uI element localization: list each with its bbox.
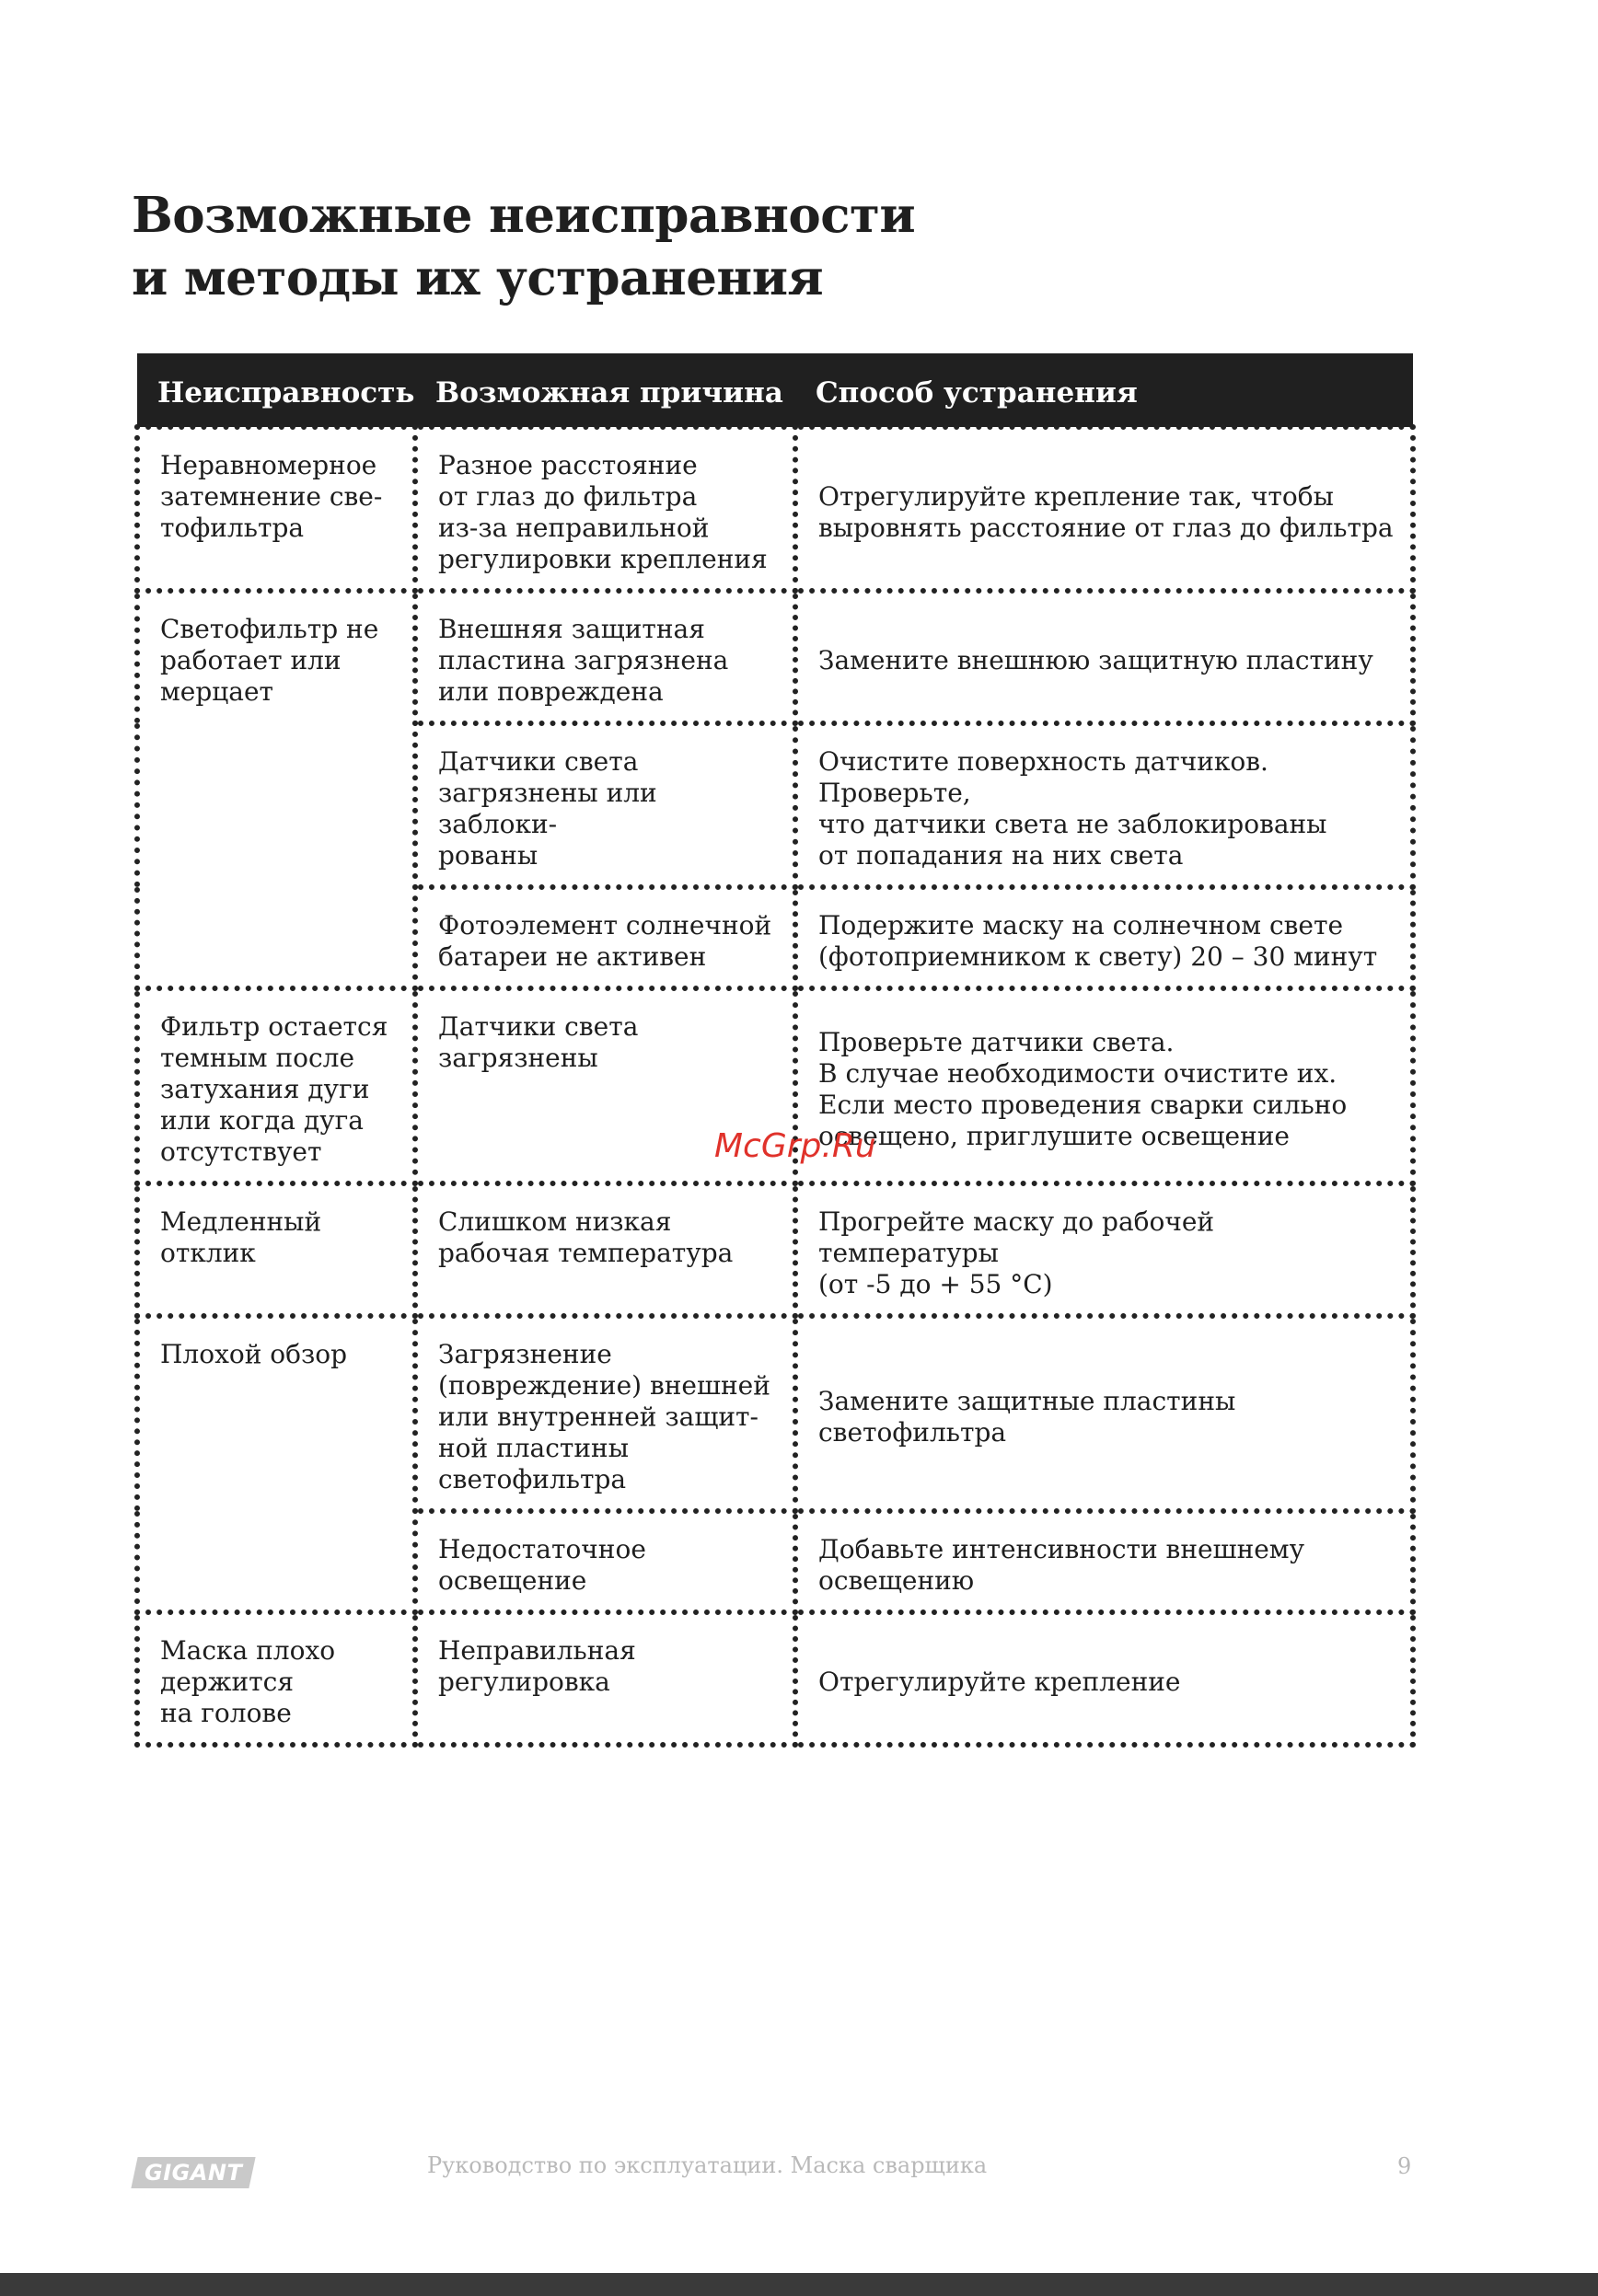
solution-cell: Добавьте интенсивности внешнему освещению	[795, 1511, 1413, 1612]
table-row	[137, 1612, 1413, 1745]
header-fault: Неисправность	[137, 353, 415, 427]
cause-cell: Неправильная регулировка	[415, 1612, 795, 1745]
cause-cell: Разное расстояние от глаз до фильтра из-за неправильной регулировки крепления	[415, 427, 795, 591]
fault-cell: Маска плохо держится на голове	[137, 1612, 415, 1745]
page-title-line-2: и методы их устранения	[132, 249, 824, 306]
table-row	[137, 1316, 1413, 1511]
cause-cell: Фотоэлемент солнечной батареи не активен	[415, 887, 795, 988]
fault-cell: Плохой обзор	[137, 1316, 415, 1612]
page-title	[132, 184, 1236, 309]
solution-cell: Очистите поверхность датчиков. Проверьте, что датчики света не заблокированы от попадания на них света	[795, 723, 1413, 887]
cause-cell: Слишком низкая рабочая температура	[415, 1183, 795, 1316]
watermark: McGrp.Ru	[714, 1127, 876, 1165]
footer-title: Руководство по эксплуатации. Маска сварщика	[427, 2152, 988, 2178]
brand-logo	[131, 2157, 255, 2188]
solution-cell: Замените защитные пластины светофильтра	[795, 1316, 1413, 1511]
bottom-bar	[0, 2273, 1598, 2296]
solution-cell: Отрегулируйте крепление	[795, 1612, 1413, 1745]
header-solution: Способ устранения	[795, 353, 1413, 427]
fault-cell: Неравномерное затемнение све- тофильтра	[137, 427, 415, 591]
table-row	[137, 427, 1413, 591]
fault-cell: Медленный отклик	[137, 1183, 415, 1316]
cause-cell: Датчики света загрязнены	[415, 988, 795, 1183]
page-title-line-1: Возможные неисправности	[132, 187, 916, 244]
solution-cell: Замените внешнюю защитную пластину	[795, 591, 1413, 723]
cause-cell: Загрязнение (повреждение) внешней или внутренней защит- ной пластины светофильтра	[415, 1316, 795, 1511]
solution-cell: Подержите маску на солнечном свете (фотоприемником к свету) 20 – 30 минут	[795, 887, 1413, 988]
brand-logo-text: GIGANT	[144, 2160, 243, 2186]
troubleshooting-table	[134, 353, 1416, 1748]
solution-cell: Прогрейте маску до рабочей температуры (от -5 до + 55 °С)	[795, 1183, 1413, 1316]
solution-cell: Отрегулируйте крепление так, чтобы выровнять расстояние от глаз до фильтра	[795, 427, 1413, 591]
cause-cell: Внешняя защитная пластина загрязнена или повреждена	[415, 591, 795, 723]
table-row	[137, 1183, 1413, 1316]
cause-cell: Датчики света загрязнены или заблоки- рованы	[415, 723, 795, 887]
solution-cell: Проверьте датчики света. В случае необходимости очистите их. Если место проведения сварки сильно освещено, приглушите освещение	[795, 988, 1413, 1183]
fault-cell: Светофильтр не работает или мерцает	[137, 591, 415, 988]
page-number: 9	[1397, 2153, 1412, 2179]
header-cause: Возможная причина	[415, 353, 795, 427]
cause-cell: Недостаточное освещение	[415, 1511, 795, 1612]
table-row	[137, 591, 1413, 723]
fault-cell: Фильтр остается темным после затухания дуги или когда дуга отсутствует	[137, 988, 415, 1183]
table-header-row	[137, 353, 1413, 427]
